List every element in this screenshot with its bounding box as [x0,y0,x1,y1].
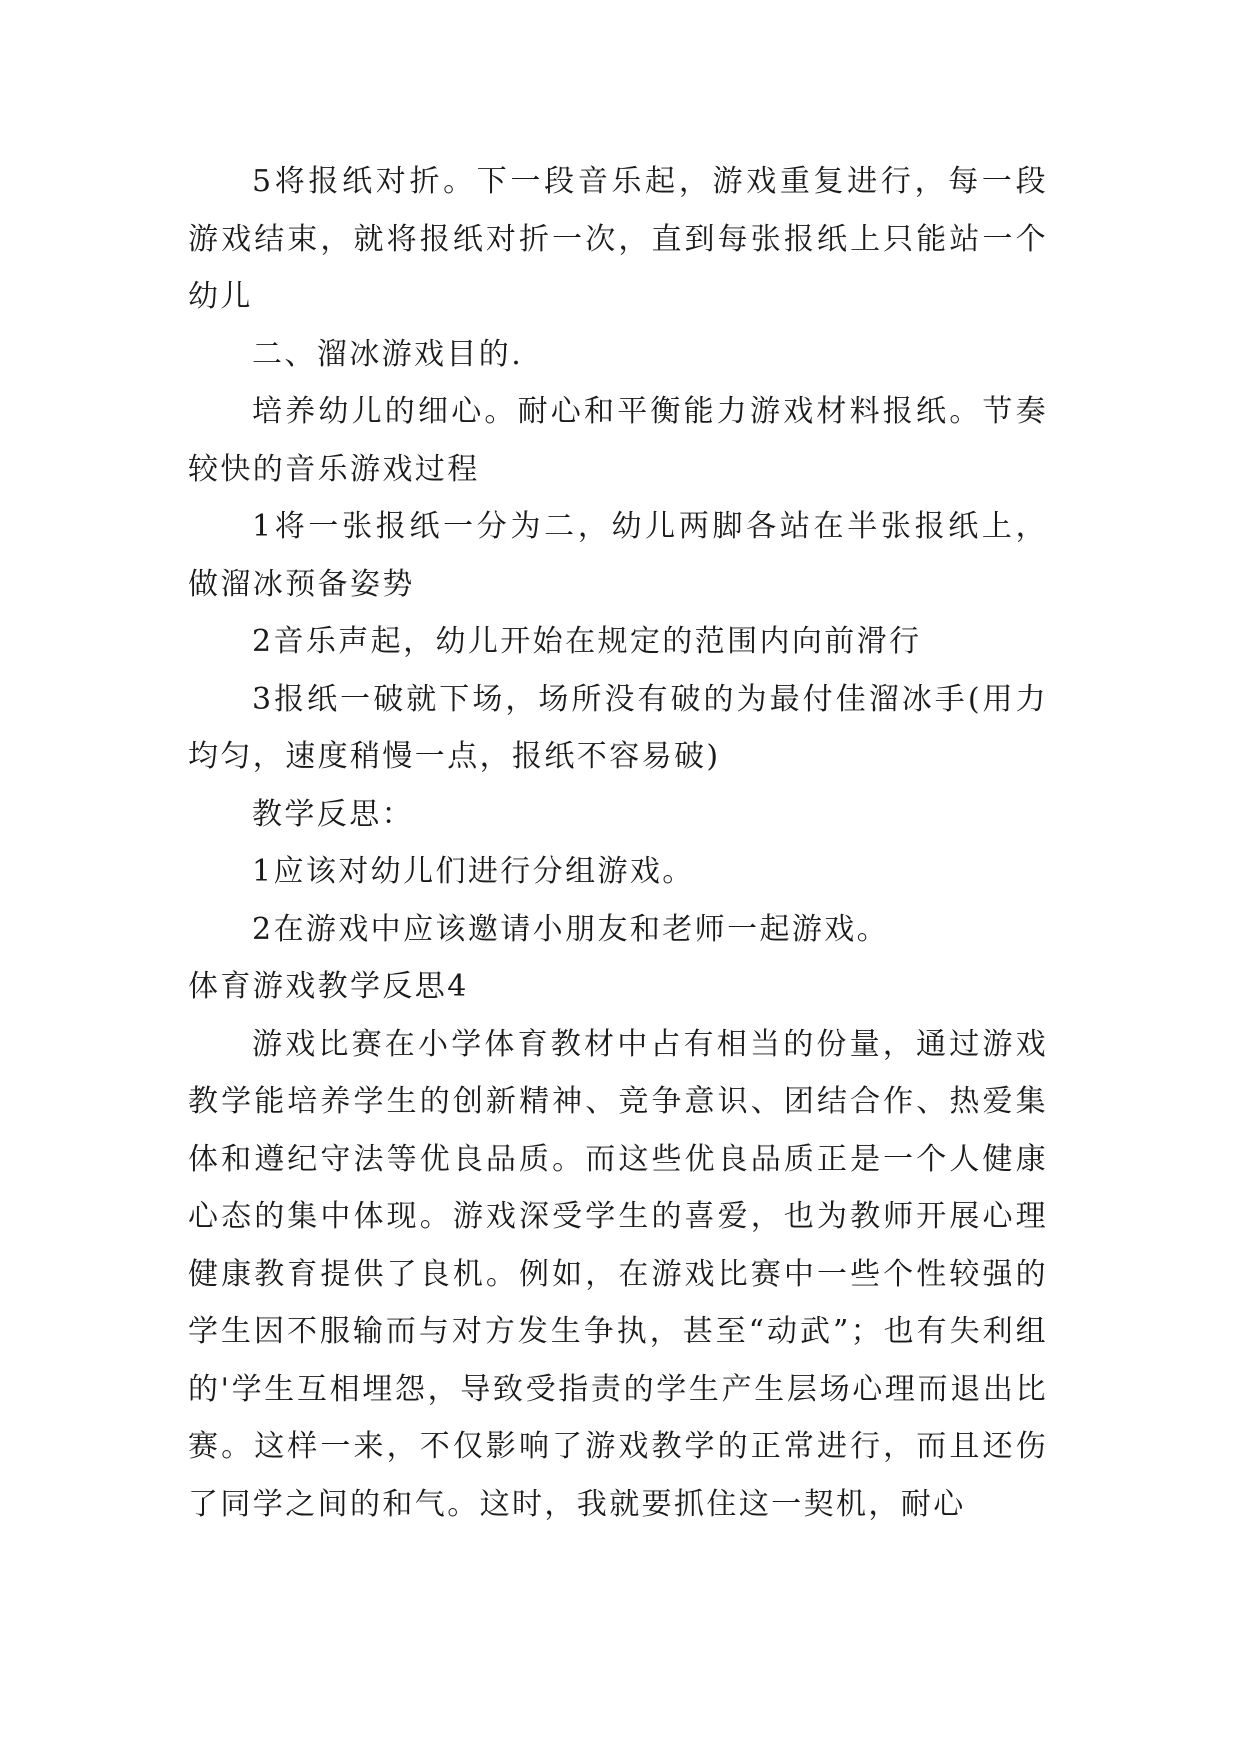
subheading: 教学反思： [252,796,414,832]
paragraph: 培养幼儿的细心。耐心和平衡能力游戏材料报纸。节奏较快的音乐游戏过程 [188,394,1048,487]
paragraph: 2在游戏中应该邀请小朋友和老师一起游戏。 [252,911,890,947]
paragraph: 3报纸一破就下场，场所没有破的为最付佳溜冰手(用力均匀，速度稍慢一点，报纸不容易破) [188,681,1048,774]
paragraph: 1将一张报纸一分为二，幼儿两脚各站在半张报纸上，做溜冰预备姿势 [188,509,1048,602]
article-title: 体育游戏教学反思4 [188,969,469,1004]
paragraph: 1应该对幼儿们进行分组游戏。 [252,854,695,889]
paragraph: 5将报纸对折。下一段音乐起，游戏重复进行，每一段游戏结束，就将报纸对折一次，直到每张报纸上只能站一个幼儿 [188,164,1048,314]
paragraph: 游戏比赛在小学体育教材中占有相当的份量，通过游戏教学能培养学生的创新精神、竞争意识、团结合作、热爱集体和遵纪守法等优良品质。而这些优良品质正是一个人健康心态的集中体现。游戏深受学生的喜爱，也为教师开展心理健康教育提供了良机。例如，在游戏比赛中一些个性较强的学生因不服输而与对方发生争执，甚至“动武”；也有失利组的'学生互相埋怨，导致受指责的学生产生层场心理而退出比赛。这样一来，不仅影响了游戏教学的正常进行，而且还伤了同学之间的和气。这时，我就要抓住这一契机，耐心 [188,1026,1048,1522]
document-body [188,153,1048,1533]
paragraph: 2音乐声起，幼儿开始在规定的范围内向前滑行 [252,624,922,659]
section-heading: 二、溜冰游戏目的. [252,336,524,372]
